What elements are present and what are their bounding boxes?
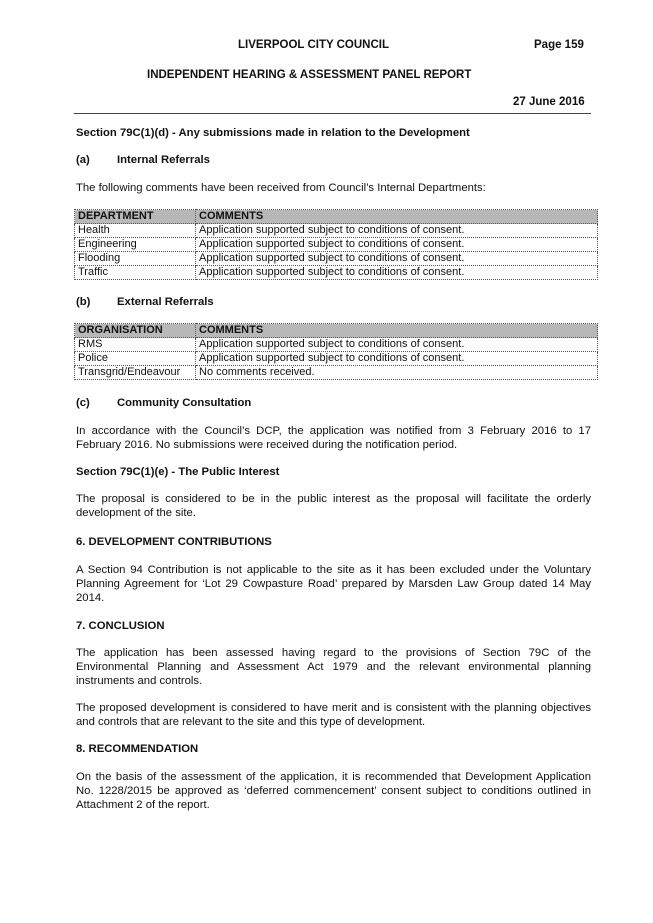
comment-cell: Application supported subject to conditions of consent. [196,338,598,352]
section-79c-e-heading: Section 79C(1)(e) - The Public Interest [76,466,280,478]
department-cell: Engineering [75,238,196,252]
community-consultation-text: In accordance with the Council’s DCP, the application was notified from 3 February 2016 to 17 February 2016. No submissions were received during the notification period. [76,425,591,451]
conclusion-text-2: The proposed development is considered to have merit and is consistent with the planning objectives and controls that are relevant to the site and this type of development. [76,702,591,728]
table-row [75,352,598,366]
column-header-organisation: ORGANISATION [75,324,196,338]
table-row [75,238,598,252]
public-interest-text: The proposal is considered to be in the public interest as the proposal will facilitate the orderly development of the site. [76,493,591,519]
conclusion-text-1: The application has been assessed having regard to the provisions of Section 79C of the Environmental Planning and Assessment Act 1979 and the relevant environmental planning instruments and controls. [76,647,591,687]
recommendation-heading: 8. RECOMMENDATION [76,743,199,755]
comment-cell: No comments received. [196,366,598,380]
page-number: Page 159 [534,39,584,51]
internal-referrals-title: Internal Referrals [117,154,210,166]
organisation-cell: RMS [75,338,196,352]
comment-cell: Application supported subject to conditions of consent. [196,252,598,266]
table-row [75,252,598,266]
community-consultation-letter: (c) [76,397,90,409]
comment-cell: Application supported subject to conditions of consent. [196,238,598,252]
external-referrals-table [74,323,598,380]
recommendation-text: On the basis of the assessment of the application, it is recommended that Development Application No. 1228/2015 be approved as ‘deferred commencement’ consent subject to conditions outlined in Attachment 2 of the report. [76,771,591,811]
table-header-row [75,210,598,224]
header-rule [74,113,591,114]
internal-referrals-letter: (a) [76,154,90,166]
internal-referrals-intro: The following comments have been received from Council’s Internal Departments: [76,182,486,194]
report-title: INDEPENDENT HEARING & ASSESSMENT PANEL REPORT [147,69,472,81]
column-header-comments: COMMENTS [196,210,598,224]
table-header-row [75,324,598,338]
external-referrals-letter: (b) [76,296,91,308]
organisation-cell: Transgrid/Endeavour [75,366,196,380]
section-79c-d-heading: Section 79C(1)(d) - Any submissions made in relation to the Development [76,127,470,139]
conclusion-heading: 7. CONCLUSION [76,620,165,632]
community-consultation-title: Community Consultation [117,397,252,409]
organisation-cell: Police [75,352,196,366]
contributions-heading: 6. DEVELOPMENT CONTRIBUTIONS [76,536,272,548]
comment-cell: Application supported subject to conditions of consent. [196,352,598,366]
contributions-text: A Section 94 Contribution is not applicable to the site as it has been excluded under the Voluntary Planning Agreement for ‘Lot 29 Cowpasture Road’ prepared by Marsden Law Group dated 14 May 2014. [76,564,591,604]
table-row [75,338,598,352]
comment-cell: Application supported subject to conditions of consent. [196,224,598,238]
table-row [75,366,598,380]
table-row [75,266,598,280]
comment-cell: Application supported subject to conditions of consent. [196,266,598,280]
department-cell: Health [75,224,196,238]
internal-referrals-table [74,209,598,280]
council-name: LIVERPOOL CITY COUNCIL [238,39,390,51]
table-row [75,224,598,238]
column-header-comments: COMMENTS [196,324,598,338]
department-cell: Traffic [75,266,196,280]
department-cell: Flooding [75,252,196,266]
report-date: 27 June 2016 [513,96,585,108]
external-referrals-title: External Referrals [117,296,214,308]
column-header-department: DEPARTMENT [75,210,196,224]
